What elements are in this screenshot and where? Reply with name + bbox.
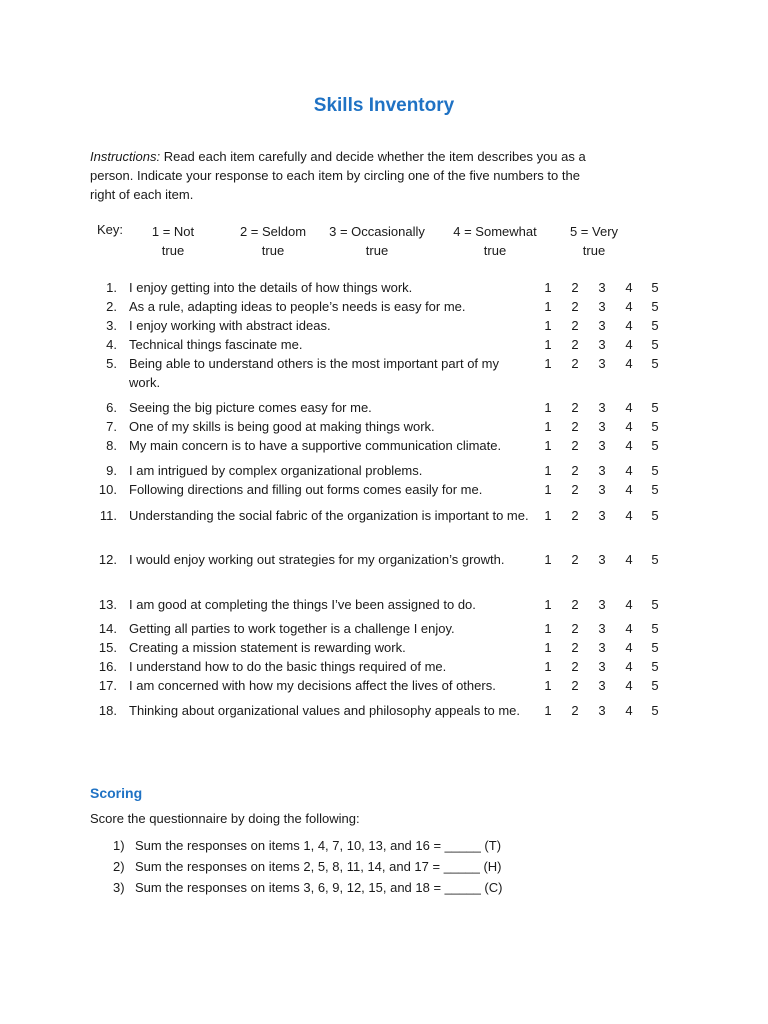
key-item-4: 4 = Somewhat true — [453, 224, 537, 258]
rating-option[interactable]: 4 — [625, 280, 633, 295]
rating-option[interactable]: 2 — [571, 621, 579, 636]
rating-option[interactable]: 2 — [571, 597, 579, 612]
rating-option[interactable]: 3 — [598, 482, 606, 497]
table-row — [0, 638, 768, 657]
table-row — [0, 657, 768, 676]
rating-option[interactable]: 4 — [625, 337, 633, 352]
rating-option[interactable]: 4 — [625, 482, 633, 497]
rating-option[interactable]: 4 — [625, 678, 633, 693]
item-text: I am good at completing the things I’ve been assigned to do. — [129, 597, 476, 612]
item-text: I am intrigued by complex organizational problems. — [129, 463, 423, 478]
table-row — [0, 676, 768, 695]
item-text: Being able to understand others is the most important part of my work. — [129, 356, 499, 390]
item-text: Technical things fascinate me. — [129, 337, 303, 352]
rating-option[interactable]: 1 — [544, 621, 552, 636]
rating-option[interactable]: 2 — [571, 659, 579, 674]
rating-option[interactable]: 2 — [571, 438, 579, 453]
rating-option[interactable]: 3 — [598, 356, 606, 371]
item-number: 9. — [106, 463, 117, 478]
rating-option[interactable]: 3 — [598, 280, 606, 295]
item-number: 13. — [98, 597, 117, 612]
scoring-step: 1) Sum the responses on items 1, 4, 7, 10, 13, and 16 = _____ (T) — [113, 838, 502, 853]
rating-option[interactable]: 1 — [544, 482, 552, 497]
rating-option[interactable]: 1 — [544, 280, 552, 295]
scoring-step: 3) Sum the responses on items 3, 6, 9, 12, 15, and 18 = _____ (C) — [113, 880, 503, 895]
rating-option[interactable]: 3 — [598, 508, 606, 523]
rating-option[interactable]: 2 — [571, 299, 579, 314]
key-item-5: 5 = Very true — [569, 224, 619, 258]
rating-option[interactable]: 2 — [571, 678, 579, 693]
table-row — [0, 398, 768, 417]
rating-option[interactable]: 1 — [544, 400, 552, 415]
rating-option[interactable]: 2 — [571, 482, 579, 497]
item-text: As a rule, adapting ideas to people’s needs is easy for me. — [129, 299, 466, 314]
rating-option[interactable]: 2 — [571, 419, 579, 434]
rating-option[interactable]: 2 — [571, 703, 579, 718]
rating-option[interactable]: 4 — [625, 621, 633, 636]
table-row — [0, 335, 768, 354]
rating-option[interactable]: 2 — [571, 463, 579, 478]
rating-option[interactable]: 3 — [598, 438, 606, 453]
rating-option[interactable]: 4 — [625, 299, 633, 314]
rating-option[interactable]: 1 — [544, 337, 552, 352]
item-number: 15. — [98, 640, 117, 655]
rating-option[interactable]: 4 — [625, 703, 633, 718]
rating-option[interactable]: 3 — [598, 419, 606, 434]
rating-option[interactable]: 3 — [598, 299, 606, 314]
key-item-2: 2 = Seldom true — [239, 224, 307, 258]
rating-option[interactable]: 4 — [625, 597, 633, 612]
rating-option[interactable]: 3 — [598, 597, 606, 612]
rating-option[interactable]: 2 — [571, 552, 579, 567]
table-row — [0, 417, 768, 436]
rating-option[interactable]: 1 — [544, 356, 552, 371]
item-number: 6. — [106, 400, 117, 415]
table-row — [0, 595, 768, 614]
rating-option[interactable]: 2 — [571, 356, 579, 371]
item-number: 4. — [106, 337, 117, 352]
rating-option[interactable]: 1 — [544, 318, 552, 333]
item-number: 17. — [98, 678, 117, 693]
table-row — [0, 480, 768, 499]
rating-option[interactable]: 4 — [625, 640, 633, 655]
item-number: 12. — [98, 552, 117, 567]
rating-option[interactable]: 1 — [544, 552, 552, 567]
rating-option[interactable]: 3 — [598, 703, 606, 718]
rating-option[interactable]: 5 — [651, 703, 659, 718]
rating-option[interactable]: 3 — [598, 621, 606, 636]
scoring-heading: Scoring — [90, 785, 143, 801]
rating-option[interactable]: 5 — [651, 597, 659, 612]
item-number: 3. — [106, 318, 117, 333]
table-row — [0, 506, 768, 544]
rating-option[interactable]: 3 — [598, 552, 606, 567]
rating-option[interactable]: 2 — [571, 318, 579, 333]
item-text: I understand how to do the basic things required of me. — [129, 659, 447, 674]
rating-option[interactable]: 5 — [651, 280, 659, 295]
table-row — [0, 316, 768, 335]
key-label: Key: — [97, 222, 124, 237]
item-text: Creating a mission statement is rewarding work. — [129, 640, 406, 655]
item-number: 11. — [99, 508, 117, 523]
rating-option[interactable]: 3 — [598, 678, 606, 693]
rating-option[interactable]: 4 — [625, 463, 633, 478]
rating-option[interactable]: 5 — [651, 678, 659, 693]
rating-option[interactable]: 1 — [544, 703, 552, 718]
rating-option[interactable]: 5 — [651, 552, 659, 567]
rating-option[interactable]: 4 — [625, 318, 633, 333]
rating-option[interactable]: 1 — [544, 659, 552, 674]
rating-option[interactable]: 4 — [625, 356, 633, 371]
rating-option[interactable]: 3 — [598, 659, 606, 674]
rating-option[interactable]: 5 — [651, 482, 659, 497]
key-item-3: 3 = Occasionally true — [329, 224, 425, 258]
table-row — [0, 619, 768, 638]
instructions-text: Read each item carefully and decide whether the item describes you as a person. Indicate your response to each item by circling one of the five numbers to the right of each item. — [90, 149, 586, 202]
item-number: 1. — [106, 280, 117, 295]
item-number: 16. — [98, 659, 117, 674]
rating-option[interactable]: 5 — [651, 621, 659, 636]
rating-option[interactable]: 2 — [571, 508, 579, 523]
page-title: Skills Inventory — [313, 95, 455, 116]
rating-option[interactable]: 5 — [651, 463, 659, 478]
rating-option[interactable]: 3 — [598, 337, 606, 352]
table-row — [0, 461, 768, 480]
rating-option[interactable]: 1 — [544, 640, 552, 655]
rating-option[interactable]: 5 — [651, 356, 659, 371]
item-text: I am concerned with how my decisions affect the lives of others. — [129, 678, 496, 693]
item-text: Thinking about organizational values and philosophy appeals to me. — [129, 703, 520, 718]
table-row — [0, 297, 768, 316]
item-number: 8. — [106, 438, 117, 453]
rating-option[interactable]: 4 — [625, 400, 633, 415]
table-row — [0, 278, 768, 297]
item-number: 10. — [98, 482, 117, 497]
item-text: My main concern is to have a supportive communication climate. — [129, 438, 502, 453]
rating-option[interactable]: 1 — [544, 678, 552, 693]
table-row — [0, 550, 768, 588]
rating-option[interactable]: 1 — [544, 508, 552, 523]
rating-option[interactable]: 2 — [571, 337, 579, 352]
rating-option[interactable]: 5 — [651, 318, 659, 333]
table-row — [0, 354, 768, 392]
rating-option[interactable]: 5 — [651, 508, 659, 523]
rating-option[interactable]: 4 — [625, 659, 633, 674]
item-text: I enjoy getting into the details of how things work. — [129, 280, 413, 295]
scoring-intro: Score the questionnaire by doing the following: — [90, 811, 360, 826]
rating-option[interactable]: 5 — [651, 640, 659, 655]
rating-option[interactable]: 1 — [544, 463, 552, 478]
item-text: Following directions and filling out forms comes easily for me. — [129, 482, 483, 497]
item-number: 2. — [106, 299, 117, 314]
rating-option[interactable]: 1 — [544, 299, 552, 314]
item-number: 7. — [106, 419, 117, 434]
rating-option[interactable]: 5 — [651, 438, 659, 453]
rating-option[interactable]: 3 — [598, 318, 606, 333]
item-number: 18. — [98, 703, 117, 718]
rating-option[interactable]: 1 — [544, 597, 552, 612]
rating-option[interactable]: 2 — [571, 280, 579, 295]
rating-option[interactable]: 4 — [625, 438, 633, 453]
scoring-step: 2) Sum the responses on items 2, 5, 8, 11, 14, and 17 = _____ (H) — [113, 859, 502, 874]
rating-option[interactable]: 3 — [598, 463, 606, 478]
instructions — [90, 147, 590, 204]
instructions-label: Instructions: — [90, 149, 161, 164]
rating-option[interactable]: 3 — [598, 400, 606, 415]
rating-option[interactable]: 5 — [651, 419, 659, 434]
rating-option[interactable]: 4 — [625, 552, 633, 567]
item-text: I enjoy working with abstract ideas. — [129, 318, 331, 333]
rating-option[interactable]: 2 — [571, 640, 579, 655]
item-text: I would enjoy working out strategies for my organization’s growth. — [129, 552, 505, 567]
item-text: Getting all parties to work together is a challenge I enjoy. — [129, 621, 455, 636]
item-number: 14. — [98, 621, 117, 636]
rating-option[interactable]: 2 — [571, 400, 579, 415]
rating-option[interactable]: 1 — [544, 438, 552, 453]
rating-option[interactable]: 5 — [651, 337, 659, 352]
table-row — [0, 701, 768, 739]
rating-option[interactable]: 4 — [625, 508, 633, 523]
key-item-1: 1 = Not true — [151, 224, 195, 258]
rating-option[interactable]: 5 — [651, 400, 659, 415]
table-row — [0, 436, 768, 455]
rating-option[interactable]: 3 — [598, 640, 606, 655]
item-text: Understanding the social fabric of the organization is important to me. — [129, 508, 529, 523]
rating-option[interactable]: 4 — [625, 419, 633, 434]
item-number: 5. — [106, 356, 117, 371]
rating-option[interactable]: 5 — [651, 299, 659, 314]
rating-option[interactable]: 1 — [544, 419, 552, 434]
rating-option[interactable]: 5 — [651, 659, 659, 674]
item-text: One of my skills is being good at making things work. — [129, 419, 435, 434]
item-text: Seeing the big picture comes easy for me. — [129, 400, 372, 415]
